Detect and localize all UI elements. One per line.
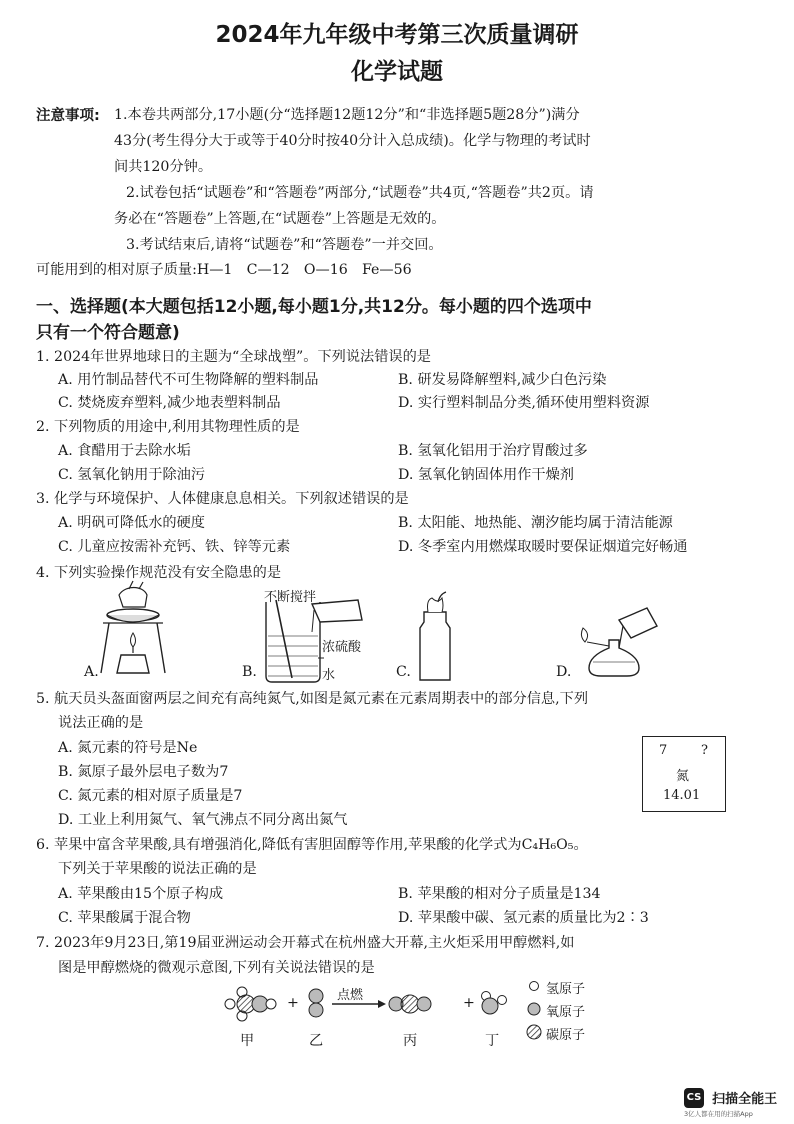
notice-line-6: 3.考试结束后,请将“试题卷”和“答题卷”一并交回。 <box>126 237 443 253</box>
q2-option-a: A. 食醋用于去除水垢 <box>58 443 191 459</box>
notice-line-2: 43分(考生得分大于或等于40分时按40分计入总成绩)。化学与物理的考试时 <box>114 133 591 149</box>
q7-legend-carbon: 碳原子 <box>546 1028 586 1043</box>
q2-option-d: D. 氢氧化钠固体用作干燥剂 <box>398 467 574 483</box>
q4-option-d: D. <box>556 664 572 680</box>
atomic-number: 7 <box>659 743 668 758</box>
q3-option-c: C. 儿童应按需补充钙、铁、锌等元素 <box>58 539 291 555</box>
q7-legend-oxygen: 氧原子 <box>546 1005 586 1020</box>
notice-line-3: 间共120分钟。 <box>114 159 213 175</box>
q4-figure-d-illustration <box>575 600 665 680</box>
q5-option-b: B. 氮原子最外层电子数为7 <box>58 764 229 780</box>
q4-option-b: B. <box>242 664 257 680</box>
q6-stem-line-2: 下列关于苹果酸的说法正确的是 <box>58 861 257 877</box>
q4-label-stir: 不断搅拌 <box>264 590 317 605</box>
notice-label: 注意事项: <box>36 108 100 124</box>
q1-stem: 1. 2024年世界地球日的主题为“全球战塑”。下列说法错误的是 <box>36 349 431 365</box>
scanner-logo-text: 扫描全能王 <box>712 1092 778 1107</box>
q7-reaction-condition: 点燃 <box>337 988 364 1003</box>
q5-option-a: A. 氮元素的符号是Ne <box>58 740 198 756</box>
scanner-logo-sub: 3亿人都在用的扫描App <box>684 1110 753 1118</box>
notice-line-5: 务必在“答题卷”上答题,在“试题卷”上答题是无效的。 <box>114 211 446 227</box>
q2-option-b: B. 氢氧化铝用于治疗胃酸过多 <box>398 443 588 459</box>
q2-option-c: C. 氢氧化钠用于除油污 <box>58 467 206 483</box>
atomic-mass-line: 可能用到的相对原子质量:H—1 C—12 O—16 Fe—56 <box>36 262 412 278</box>
q4-label-acid: 浓硫酸 <box>322 640 362 655</box>
section-heading-line-1: 一、选择题(本大题包括12小题,每小题1分,共12分。每小题的四个选项中 <box>36 297 592 317</box>
legend-hydrogen-icon <box>530 982 539 991</box>
carbon-dioxide-molecule <box>389 995 431 1013</box>
q4-option-c: C. <box>396 664 411 680</box>
q5-option-d: D. 工业上利用氮气、氧气沸点不同分离出氮气 <box>58 812 348 828</box>
scanner-logo-badge: CS <box>684 1088 704 1108</box>
q3-option-d: D. 冬季室内用燃煤取暖时要保证烟道完好畅通 <box>398 539 688 555</box>
q7-label-yi: 乙 <box>309 1033 324 1049</box>
q7-label-bing: 丙 <box>403 1033 418 1049</box>
q1-option-d: D. 实行塑料制品分类,循环使用塑料资源 <box>398 395 650 411</box>
q3-option-a: A. 明矾可降低水的硬度 <box>58 515 205 531</box>
q6-stem-line-1: 6. 苹果中富含苹果酸,具有增强消化,降低有害胆固醇等作用,苹果酸的化学式为C₄H₆O₅。 <box>36 837 588 853</box>
q7-plus-2: + <box>463 995 475 1011</box>
q6-option-c: C. 苹果酸属于混合物 <box>58 910 191 926</box>
exam-title: 2024年九年级中考第三次质量调研 <box>215 22 579 48</box>
q6-option-d: D. 苹果酸中碳、氢元素的质量比为2∶3 <box>398 910 649 926</box>
section-heading-line-2: 只有一个符合题意) <box>36 323 180 343</box>
q7-molecular-diagram <box>220 980 550 1040</box>
q4-figure-c-illustration <box>410 596 470 686</box>
subject-title: 化学试题 <box>351 59 443 85</box>
q3-option-b: B. 太阳能、地热能、潮汐能均属于清洁能源 <box>398 515 673 531</box>
water-molecule <box>482 992 507 1015</box>
methanol-molecule <box>225 987 276 1021</box>
legend-oxygen-icon <box>528 1003 540 1015</box>
q5-stem-line-1: 5. 航天员头盔面窗两层之间充有高纯氮气,如图是氮元素在元素周期表中的部分信息,下列 <box>36 691 589 707</box>
atomic-mass: 14.01 <box>663 788 701 803</box>
element-symbol: ? <box>701 743 708 758</box>
oxygen-molecule <box>309 989 323 1017</box>
scanner-logo <box>684 1087 777 1108</box>
legend-carbon-icon <box>527 1025 541 1039</box>
q7-stem-line-2: 图是甲醇燃烧的微观示意图,下列有关说法错误的是 <box>58 960 375 976</box>
q1-option-a: A. 用竹制品替代不可生物降解的塑料制品 <box>58 372 319 388</box>
q4-stem: 4. 下列实验操作规范没有安全隐患的是 <box>36 565 282 581</box>
q3-stem: 3. 化学与环境保护、人体健康息息相关。下列叙述错误的是 <box>36 491 409 507</box>
q4-figure-a-illustration <box>95 585 175 680</box>
notice-line-1: 1.本卷共两部分,17小题(分“选择题12题12分”和“非选择题5题28分”)满分 <box>114 107 580 123</box>
q7-plus-1: + <box>287 995 299 1011</box>
q7-legend-hydrogen: 氢原子 <box>546 982 586 997</box>
q4-label-water: 水 <box>322 668 336 683</box>
q4-option-a: A. <box>84 664 99 680</box>
q1-option-b: B. 研发易降解塑料,减少白色污染 <box>398 372 607 388</box>
q6-option-a: A. 苹果酸由15个原子构成 <box>58 886 224 902</box>
q5-stem-line-2: 说法正确的是 <box>58 715 144 731</box>
periodic-table-cell <box>642 736 726 812</box>
q5-option-c: C. 氮元素的相对原子质量是7 <box>58 788 243 804</box>
element-name: 氮 <box>676 769 690 784</box>
q1-option-c: C. 焚烧废弃塑料,减少地表塑料制品 <box>58 395 281 411</box>
q7-label-ding: 丁 <box>485 1033 500 1049</box>
q7-label-jia: 甲 <box>240 1033 255 1049</box>
q6-option-b: B. 苹果酸的相对分子质量是134 <box>398 886 601 902</box>
notice-line-4: 2.试卷包括“试题卷”和“答题卷”两部分,“试题卷”共4页,“答题卷”共2页。请 <box>126 185 594 201</box>
q2-stem: 2. 下列物质的用途中,利用其物理性质的是 <box>36 419 300 435</box>
q7-stem-line-1: 7. 2023年9月23日,第19届亚洲运动会开幕式在杭州盛大开幕,主火炬采用甲醇燃料,如 <box>36 935 575 951</box>
